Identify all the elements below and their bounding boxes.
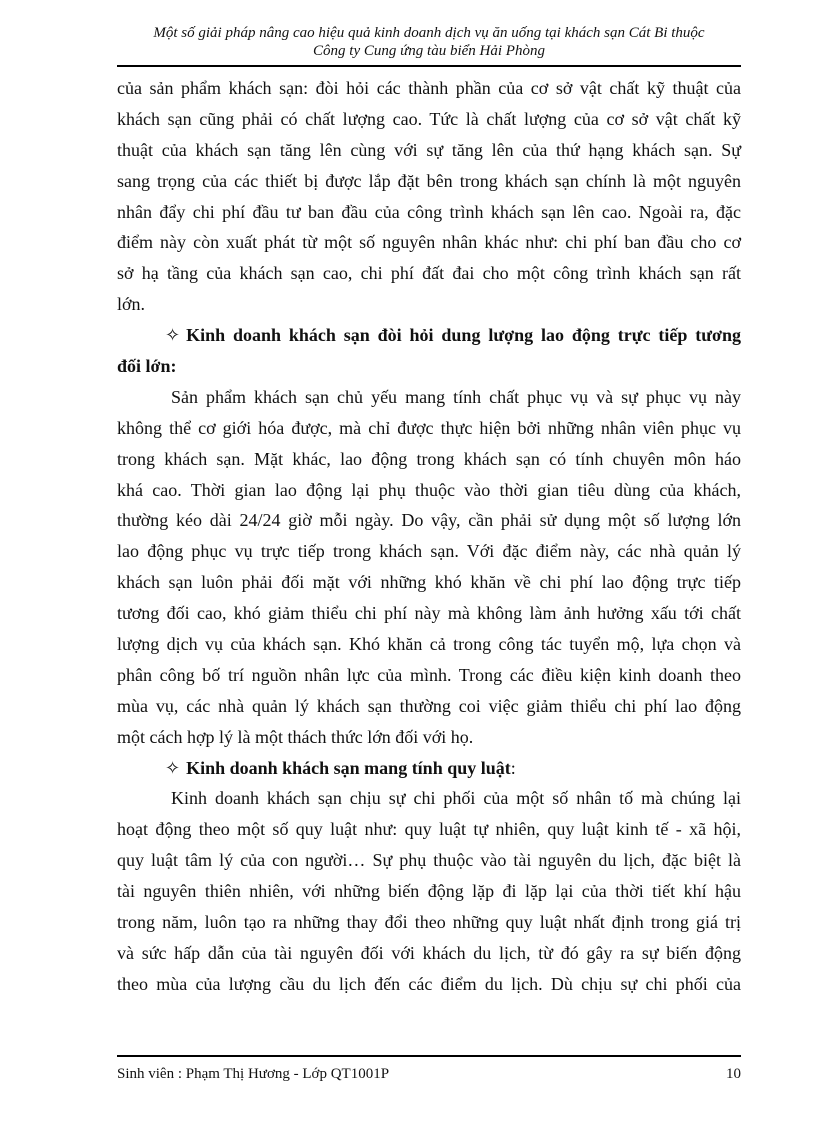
header-title-line-2: Công ty Cung ứng tàu biển Hải Phòng	[313, 43, 545, 59]
footer-student-info: Sinh viên : Phạm Thị Hương - Lớp QT1001P	[117, 1066, 390, 1082]
text-line: không thể cơ giới hóa được, mà chỉ được thực hiện bởi những nhân viên phục vụ	[117, 417, 741, 438]
text-line: khách sạn luôn phải đối mặt với những khó khăn về chi phí lao động trực tiếp	[117, 572, 741, 593]
heading-suffix: :	[510, 757, 516, 778]
text-line: khách sạn cũng phải có chất lượng cao. Tức là chất lượng của cơ sở vật chất kỹ	[117, 108, 741, 129]
text-line: lớn.	[117, 294, 146, 315]
text-line: và sức hấp dẫn của tài nguyên đối với khách du lịch, từ đó gây ra sự biến động	[117, 942, 741, 963]
text-line: sang trọng của các thiết bị được lắp đặt bên trong khách sạn chính là một nguyên	[117, 170, 741, 191]
text-line: thuật của khách sạn tăng lên cùng với sự tăng lên của thứ hạng khách sạn. Sự	[117, 139, 741, 160]
text-line: sở hạ tầng của khách sạn cao, chi phí đất đai cho một công trình khách sạn rất	[117, 263, 741, 284]
page-header	[117, 24, 741, 60]
document-body	[117, 73, 741, 1000]
text-line: khá cao. Thời gian lao động lại phụ thuộc vào thời gian tiêu dùng của khách,	[117, 479, 741, 500]
text-line: hoạt động theo một số quy luật như: quy luật tự nhiên, quy luật kinh tế - xã hội,	[117, 819, 741, 840]
text-line: lượng dịch vụ của khách sạn. Khó khăn cả trong công tác tuyển mộ, lựa chọn và	[117, 634, 741, 655]
page-number: 10	[726, 1066, 741, 1082]
section-heading-labor	[117, 320, 741, 351]
section-heading-labor-cont: đối lớn:	[117, 356, 177, 377]
text-line: lao động phục vụ trực tiếp trong khách sạn. Với đặc điểm này, các nhà quản lý	[117, 541, 741, 562]
text-line: thường kéo dài 24/24 giờ mỗi ngày. Do vậy, cần phải sử dụng một số lượng lớn	[117, 510, 741, 531]
heading-text: Kinh doanh khách sạn mang tính quy luật	[186, 757, 511, 778]
text-line: của sản phẩm khách sạn: đòi hỏi các thành phần của cơ sở vật chất kỹ thuật của	[117, 78, 741, 98]
text-line: Kinh doanh khách sạn chịu sự chi phối của một số nhân tố mà chúng lại	[171, 788, 741, 809]
text-line: trong năm, luôn tạo ra những thay đổi theo những quy luật nhất định trong giá trị	[117, 912, 741, 933]
footer-rule	[117, 1055, 741, 1057]
text-line: phân công bố trí nguồn nhân lực của mình. Trong các điều kiện kinh doanh theo	[117, 664, 741, 685]
header-title-line-1: Một số giải pháp nâng cao hiệu quả kinh doanh dịch vụ ăn uống tại khách sạn Cát Bi thuộc	[153, 25, 705, 41]
section-heading-regularity	[117, 753, 741, 784]
text-line: quy luật tâm lý của con người… Sự phụ thuộc vào tài nguyên du lịch, đặc biệt là	[117, 850, 741, 871]
bullet-diamond-icon: ✧	[165, 757, 181, 778]
text-line: theo mùa của lượng cầu du lịch đến các điểm du lịch. Dù chịu sự chi phối của	[117, 973, 741, 994]
text-line: trong khách sạn. Mặt khác, lao động trong khách sạn có tính chuyên môn háo	[117, 448, 741, 469]
text-line: điểm này còn xuất phát từ một số nguyên nhân khác như: chi phí ban đầu cho cơ	[117, 232, 741, 253]
text-line: Sản phẩm khách sạn chủ yếu mang tính chất phục vụ và sự phục vụ này	[171, 386, 741, 407]
text-line: một cách hợp lý là một thách thức lớn đối với họ.	[117, 726, 474, 747]
bullet-diamond-icon: ✧	[165, 325, 181, 346]
header-rule	[117, 65, 741, 67]
heading-text: Kinh doanh khách sạn đòi hỏi dung lượng lao động trực tiếp tương	[186, 325, 741, 346]
text-line: mùa vụ, các nhà quản lý khách sạn thường coi việc giảm thiểu chi phí lao động	[117, 695, 741, 716]
text-line: tài nguyên thiên nhiên, với những biến động lặp đi lặp lại của thời tiết khí hậu	[117, 881, 741, 902]
text-line: nhân đẩy chi phí đầu tư ban đầu của công trình khách sạn lên cao. Ngoài ra, đặc	[117, 201, 741, 222]
text-line: tương đối cao, khó giảm thiểu chi phí này mà không làm ảnh hưởng xấu tới chất	[117, 603, 741, 624]
